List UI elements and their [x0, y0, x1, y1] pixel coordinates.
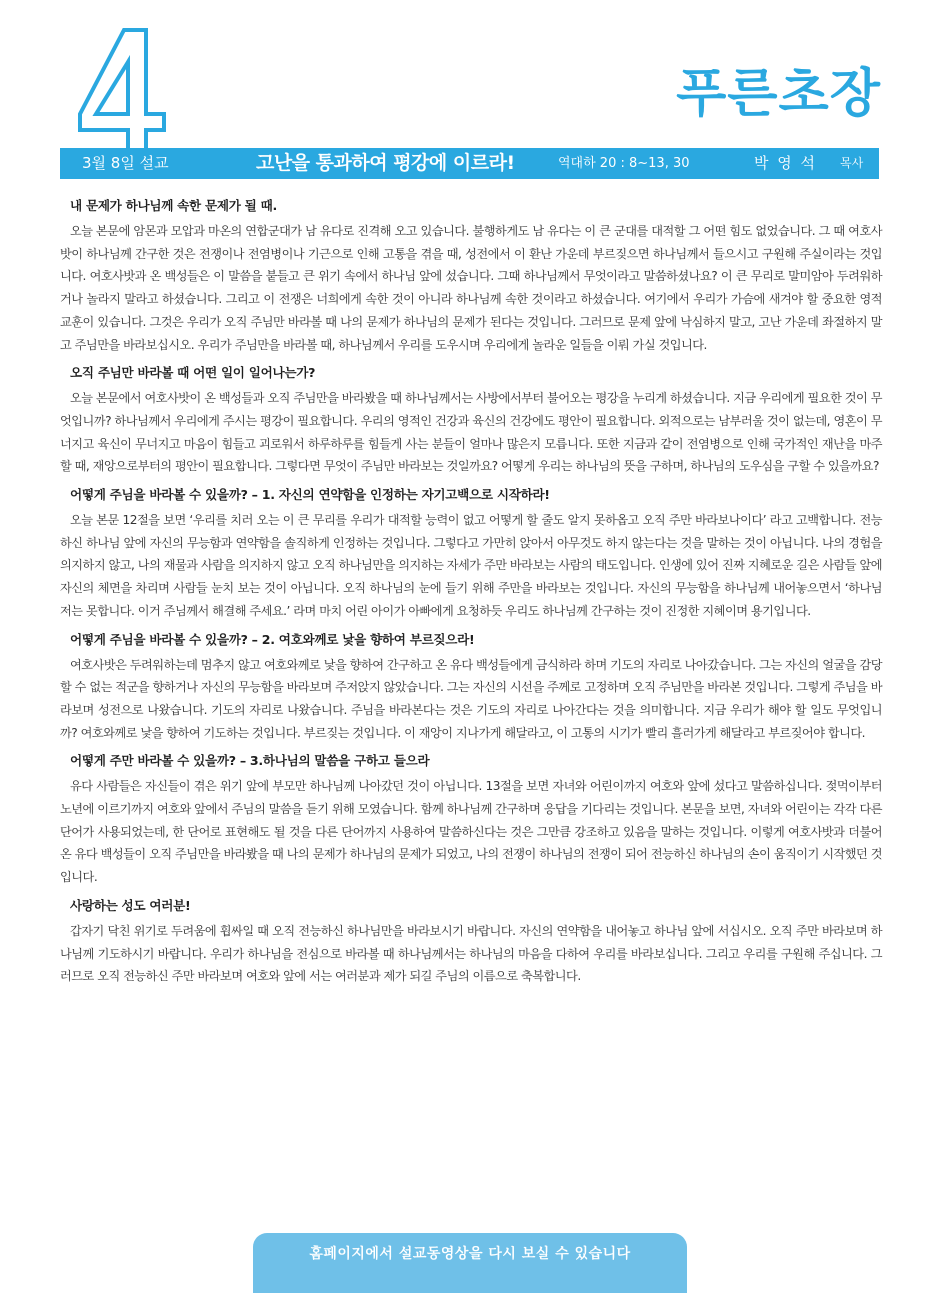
preacher-role: 목사: [840, 156, 864, 170]
sermon-section: [60, 751, 882, 889]
page-number-outline: [72, 22, 192, 162]
sermon-section: [60, 485, 882, 623]
brand-title: 푸른초장: [676, 64, 881, 124]
section-paragraph: 오늘 본문에 암몬과 모압과 마온의 연합군대가 남 유다로 진격해 오고 있습니다. 불행하게도 남 유다는 이 큰 군대를 대적할 그 어떤 힘도 없었습니다. 그 때 여호사밧이 하나님께 간구한 것은 전쟁이나 전염병이나 기근으로 인해 고통을 겪을 때, 성전에서 이 환난 가운데 부르짖으면 하나님께서 들으시고 구원해 주실이라는 것입니다. 여호사밧과 온 백성들은 이 말씀을 붙들고 큰 위기 속에서 하나님 앞에 섰습니다. 그때 하나님께서 무엇이라고 말씀하셨나요? 이 큰 무리로 말미암아 두려워하거나 놀라지 말라고 하셨습니다. 그리고 이 전쟁은 너희에게 속한 것이 아니라 하나님께 속한 것이라고 하셨습니다. 여기에서 우리가 가슴에 새겨야 할 중요한 영적 교훈이 있습니다. 그것은 우리가 오직 주님만 바라볼 때 나의 문제가 하나님의 문제가 된다는 것입니다. 그러므로 문제 앞에 낙심하지 말고, 고난 가운데 좌절하지 말고 주님만을 바라보십시오. 우리가 주님만을 바라볼 때, 하나님께서 우리를 도우시며 우리에게 놀라운 일들을 이뤄 가실 것입니다.: [60, 224, 882, 352]
footer-notice: 홈페이지에서 설교동영상을 다시 보실 수 있습니다: [309, 1246, 631, 1262]
page-number: [72, 22, 192, 162]
section-paragraph: 갑자기 닥친 위기로 두려움에 휩싸일 때 오직 전능하신 하나님만을 바라보시기 바랍니다. 자신의 연약함을 내어놓고 하나님 앞에 서십시오. 오직 주만 바라보며 하나님께 기도하시기 바랍니다. 우리가 하나님을 전심으로 바라볼 때 하나님께서는 하나님의 마음을 다하여 우리를 바라보십니다. 그리고 우리를 구원해 주십니다. 그러므로 오직 전능하신 주만 바라보며 여호와 앞에 서는 여러분과 제가 되길 주님의 이름으로 축복합니다.: [60, 923, 882, 984]
section-heading: 내 문제가 하나님께 속한 문제가 될 때.: [70, 198, 277, 213]
section-heading: 어떻게 주님을 바라볼 수 있을까? – 1. 자신의 연약함을 인정하는 자기고백으로 시작하라!: [70, 487, 550, 503]
scripture-reference: 역대하 20 : 8~13, 30: [558, 156, 690, 171]
sermon-body: [60, 196, 882, 995]
sermon-title: 고난을 통과하여 평강에 이르라!: [256, 152, 515, 174]
preacher-name: 박 영 석: [754, 154, 818, 172]
section-heading: 어떻게 주님을 바라볼 수 있을까? – 2. 여호와께로 낯을 향하여 부르짖으라!: [70, 631, 475, 647]
sermon-section: [60, 896, 882, 988]
section-paragraph: 유다 사람들은 자신들이 겪은 위기 앞에 부모만 하나님께 나아갔던 것이 아닙니다. 13절을 보면 자녀와 어린이까지 여호와 앞에 섰다고 말씀하십니다. 젖먹이부터 노년에 이르기까지 여호와 앞에서 주님의 말씀을 듣기 위해 모였습니다. 함께 하나님께 간구하며 응답을 기다리는 것입니다. 본문을 보면, 자녀와 어린이는 각각 다른 단어가 사용되었는데, 한 단어로 표현해도 될 것을 다른 단어까지 사용하여 말씀하신다는 것은 그만큼 강조하고 있음을 말하는 것입니다. 이렇게 여호사밧과 더불어 온 유다 백성들이 오직 주님만을 바라봤을 때 나의 문제가 하나님의 문제가 되었고, 나의 전쟁이 하나님의 전쟁이 되어 전능하신 하나님의 손이 움직이기 시작했던 것입니다.: [60, 779, 882, 885]
footer-banner: [253, 1233, 687, 1293]
sermon-section: [60, 196, 882, 356]
sermon-section: [60, 630, 882, 745]
sermon-date: 3월 8일 설교: [82, 154, 169, 172]
section-heading: 사랑하는 성도 여러분!: [70, 897, 191, 913]
section-paragraph: 오늘 본문에서 여호사밧이 온 백성들과 오직 주님만을 바라봤을 때 하나님께서는 사방에서부터 불어오는 평강을 누리게 하셨습니다. 지금 우리에게 필요한 것이 무엇입니까? 하나님께서 우리에게 주시는 평강이 필요합니다. 우리의 영적인 건강과 육신의 건강에도 평안이 필요합니다. 외적으로는 남부러울 것이 없는데, 영혼이 무너지고 육신이 무너지고 마음이 힘들고 괴로워서 하루하루를 힘들게 사는 분들이 얼마나 많은지 모릅니다. 또한 지금과 같이 전염병으로 인해 국가적인 재난을 마주할 때, 재앙으로부터의 평안이 필요합니다. 그렇다면 무엇이 주님만 바라보는 것일까요? 어떻게 우리는 하나님의 뜻을 구하며, 하나님의 도우심을 구할 수 있을까요?: [60, 391, 882, 474]
section-heading: 오직 주님만 바라볼 때 어떤 일이 일어나는가?: [70, 365, 316, 381]
sermon-header-bar: [60, 148, 879, 179]
section-paragraph: 여호사밧은 두려워하는데 멈추지 않고 여호와께로 낯을 향하여 간구하고 온 유다 백성들에게 금식하라 하며 기도의 자리로 나아갔습니다. 그는 자신의 얼굴을 감당할 수 없는 적군을 향하거나 자신의 무능함을 바라보며 주저앉지 않았습니다. 그는 자신의 시선을 주께로 고정하며 오직 주님만을 바라본 것입니다. 그렇게 주님을 바라보며 성전으로 나왔습니다. 기도의 자리로 나왔습니다. 주님을 바라본다는 것은 기도의 자리로 나아간다는 것을 의미합니다. 지금 우리가 해야 할 일도 무엇입니까? 여호와께로 낯을 향하여 기도하는 것입니다. 부르짖는 것입니다. 이 재앙이 지나가게 해달라고, 이 고통의 시기가 빨리 흘러가게 해달라고 부르짖어야 합니다.: [60, 657, 882, 740]
section-paragraph: 오늘 본문 12절을 보면 ‘우리를 치러 오는 이 큰 무리를 우리가 대적할 능력이 없고 어떻게 할 줄도 알지 못하옵고 오직 주만 바라보나이다’ 라고 고백합니다. 전능하신 하나님 앞에 자신의 무능함과 연약함을 솔직하게 인정하는 것입니다. 그렇다고 가만히 앉아서 아무것도 하지 않는다는 것을 말하는 것이 아닙니다. 나의 경험을 의지하지 않고, 나의 재물과 사람을 의지하지 않고 오직 하나님만을 의지하는 자세가 주만 바라보는 사람의 태도입니다. 인생에 있어 진짜 지혜로운 길은 사람들 앞에 자신의 체면을 차리며 사람들 눈치 보는 것이 아닙니다. 오직 하나님의 눈에 들기 위해 주만을 바라보는 것입니다. 자신의 무능함을 하나님께 내어놓으면서 ‘하나님 저는 못합니다. 이거 주님께서 해결해 주세요.’ 라며 마치 어린 아이가 아빠에게 요청하듯 우리도 하나님께 간구하는 것이 진정한 지혜이며 용기입니다.: [60, 513, 882, 618]
section-heading: 어떻게 주만 바라볼 수 있을까? – 3.하나님의 말씀을 구하고 들으라: [70, 753, 430, 769]
sermon-section: [60, 363, 882, 478]
